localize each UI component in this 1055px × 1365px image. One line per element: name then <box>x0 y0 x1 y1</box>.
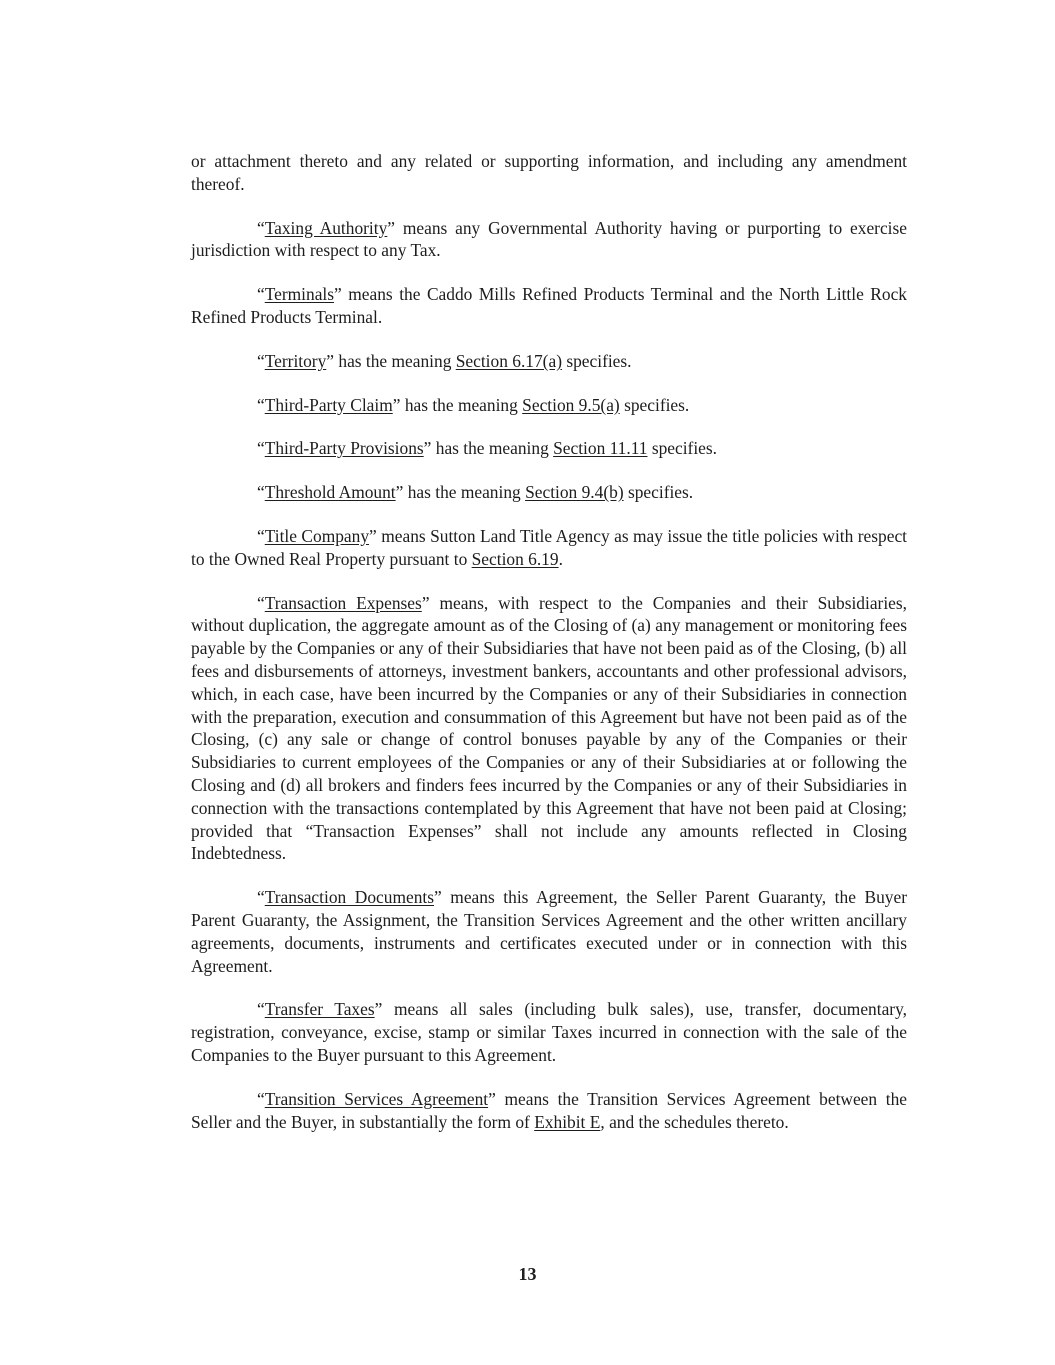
definition-text: has the meaning <box>334 350 456 371</box>
open-quote: “ <box>257 999 265 1020</box>
close-quote: ” <box>392 394 401 415</box>
definition-text-after: specifies. <box>623 482 694 503</box>
body-text <box>191 150 907 1133</box>
definition-third-party-claim <box>191 394 907 417</box>
open-quote: “ <box>257 438 265 459</box>
defined-term: Taxing Authority <box>264 217 388 238</box>
open-quote: “ <box>257 394 265 415</box>
definition-text: has the meaning <box>400 394 523 415</box>
definition-text: has the meaning <box>431 438 554 459</box>
open-quote: “ <box>257 284 265 305</box>
close-quote: ” <box>421 592 430 613</box>
definition-text-after: specifies. <box>619 394 690 415</box>
definition-transaction-documents <box>191 886 907 977</box>
open-quote: “ <box>257 350 265 371</box>
definition-transfer-taxes <box>191 998 907 1066</box>
definition-text: means all sales (including bulk sales), use, transfer, documentary, registration, conveyance, excise, stamp or similar Taxes incurred in connection with the sale of the Companies to the Buyer pursuant to this Agreement. <box>191 999 907 1065</box>
definition-text: means Sutton Land Title Agency as may issue the title policies with respect to the Owned Real Property pursuant to <box>191 525 908 569</box>
definition-third-party-provisions <box>191 437 907 460</box>
definition-text: means, with respect to the Companies and their Subsidiaries, without duplication, the aggregate amount as of the Closing of (a) any management or monitoring fees payable by the Companies or any of their Subsidiaries that have not been paid as of the Closing, (b) all fees and disbursements of attorneys, investment bankers, accountants and other professional advisors, which, in each case, have been incurred by the Companies or any of their Subsidiaries in connection with the preparation, execution and consummation of this Agreement but have not been paid as of the Closing, (c) any sale or change of control bonuses payable by any of the Companies or their Subsidiaries to current employees of the Companies or any of their Subsidiaries at or following the Closing and (d) all brokers and finders fees incurred by the Companies or any of their Subsidiaries in connection with the transactions contemplated by this Agreement that have not been paid at Closing; provided that “Transaction Expenses” shall not include any amounts reflected in Closing Indebtedness. <box>191 592 907 864</box>
section-reference: Section 9.5(a) <box>522 394 620 415</box>
section-reference: Section 9.4(b) <box>525 482 624 503</box>
defined-term: Title Company <box>264 525 370 546</box>
open-quote: “ <box>257 592 265 613</box>
defined-term: Territory <box>264 350 327 371</box>
definition-territory <box>191 350 907 373</box>
definition-threshold-amount <box>191 481 907 504</box>
definition-text: means the Transition Services Agreement between the Seller and the Buyer, in substantially the form of <box>191 1088 907 1132</box>
defined-term: Transfer Taxes <box>264 999 375 1020</box>
definition-title-company <box>191 525 907 571</box>
definition-text: means the Caddo Mills Refined Products Terminal and the North Little Rock Refined Products Terminal. <box>191 284 907 327</box>
defined-term: Third-Party Provisions <box>264 438 424 459</box>
exhibit-reference: Exhibit E <box>534 1111 601 1132</box>
section-reference: Section 6.17(a) <box>455 350 562 371</box>
open-quote: “ <box>257 525 265 546</box>
close-quote: ” <box>374 999 383 1020</box>
close-quote: ” <box>395 482 404 503</box>
page-number: 13 <box>518 1264 537 1284</box>
section-reference: Section 11.11 <box>553 438 648 459</box>
open-quote: “ <box>257 482 265 503</box>
definition-text-after: specifies. <box>561 350 632 371</box>
defined-term: Transaction Documents <box>264 887 434 908</box>
defined-term: Threshold Amount <box>264 482 396 503</box>
definition-terminals <box>191 283 907 329</box>
definition-text: has the meaning <box>403 482 526 503</box>
definition-text-after: , and the schedules thereto. <box>600 1111 789 1132</box>
definition-text: means this Agreement, the Seller Parent Guaranty, the Buyer Parent Guaranty, the Assignment, the Transition Services Agreement and the other written ancillary agreements, documents, instruments and certificates executed under or in connection with this Agreement. <box>191 887 907 976</box>
close-quote: ” <box>488 1088 496 1109</box>
close-quote: ” <box>423 438 432 459</box>
defined-term: Transaction Expenses <box>264 592 422 613</box>
close-quote: ” <box>369 525 377 546</box>
continuation-paragraph: or attachment thereto and any related or supporting information, and including any amendment thereof. <box>191 151 907 194</box>
defined-term: Third-Party Claim <box>264 394 393 415</box>
close-quote: ” <box>326 350 335 371</box>
open-quote: “ <box>257 887 265 908</box>
close-quote: ” <box>387 217 396 238</box>
defined-term: Transition Services Agreement <box>264 1088 489 1109</box>
open-quote: “ <box>257 1088 265 1109</box>
defined-term: Terminals <box>264 284 335 305</box>
definition-text: means any Governmental Authority having or purporting to exercise jurisdiction with respect to any Tax. <box>191 217 907 261</box>
definition-transaction-expenses <box>191 592 907 866</box>
definition-taxing-authority <box>191 217 907 263</box>
section-reference: Section 6.19 <box>471 548 559 569</box>
definition-text-after: . <box>558 548 563 569</box>
close-quote: ” <box>334 284 342 305</box>
open-quote: “ <box>257 217 265 238</box>
definition-transition-services-agreement <box>191 1088 907 1134</box>
close-quote: ” <box>434 887 442 908</box>
definition-text-after: specifies. <box>647 438 718 459</box>
